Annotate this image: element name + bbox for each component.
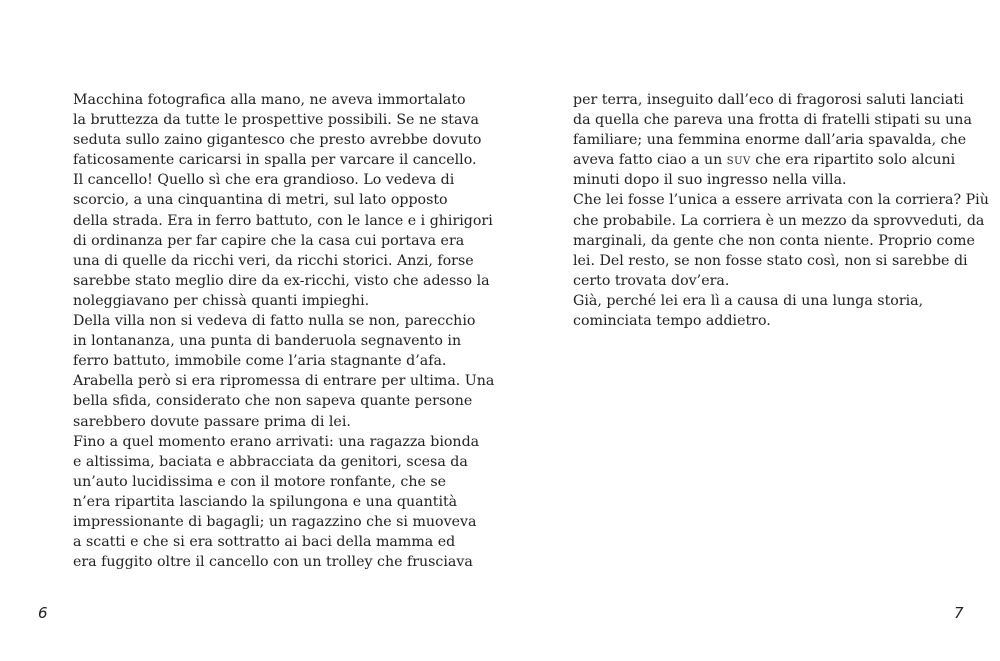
right-page-text xyxy=(573,90,989,331)
text-line: sarebbe stato meglio dire da ex-ricchi, visto che adesso la xyxy=(73,272,490,289)
text-line: marginali, da gente che non conta niente. Proprio come xyxy=(573,232,975,249)
text-line: una di quelle da ricchi veri, da ricchi storici. Anzi, forse xyxy=(73,252,474,269)
text-line: certo trovata dov’era. xyxy=(573,272,730,289)
text-segment: che era ripartito solo alcuni xyxy=(750,152,956,169)
text-line: per terra, inseguito dall’eco di fragorosi saluti lanciati xyxy=(573,92,964,108)
text-line: da quella che pareva una frotta di fratelli stipati su una xyxy=(573,112,972,129)
text-line: faticosamente caricarsi in spalla per varcare il cancello. xyxy=(73,152,477,169)
text-line: bella sfida, considerato che non sapeva quante persone xyxy=(73,393,473,410)
page-number-left: 6 xyxy=(38,604,48,622)
text-line: di ordinanza per far capire che la casa cui portava era xyxy=(73,232,465,249)
text-line: lei. Del resto, se non fosse stato così, non si sarebbe di xyxy=(573,252,968,269)
text-line: che probabile. La corriera è un mezzo da sprovveduti, da xyxy=(573,212,985,229)
text-line: seduta sullo zaino gigantesco che presto avrebbe dovuto xyxy=(73,132,482,149)
text-line: cominciata tempo addietro. xyxy=(573,313,771,330)
text-line: Macchina fotografica alla mano, ne aveva immortalato xyxy=(73,92,466,108)
text-line: sarebbero dovute passare prima di lei. xyxy=(73,413,351,430)
text-line xyxy=(573,150,956,170)
text-line: minuti dopo il suo ingresso nella villa. xyxy=(573,172,847,189)
text-line: impressionante di bagagli; un ragazzino che si muoveva xyxy=(73,513,477,530)
text-line: e altissima, baciata e abbracciata da genitori, scesa da xyxy=(73,453,468,470)
text-line: familiare; una femmina enorme dall’aria spavalda, che xyxy=(573,132,967,149)
text-line: della strada. Era in ferro battuto, con le lance e i ghirigori xyxy=(73,212,493,229)
left-page-text xyxy=(73,90,495,572)
text-line: Fino a quel momento erano arrivati: una ragazza bionda xyxy=(73,433,480,450)
text-line: n’era ripartita lasciando la spilungona e una quantità xyxy=(73,493,458,510)
suv-word: suv xyxy=(726,152,751,169)
text-line: la bruttezza da tutte le prospettive possibili. Se ne stava xyxy=(73,112,479,129)
text-line: Il cancello! Quello sì che era grandioso. Lo vedeva di xyxy=(73,172,455,189)
text-line: a scatti e che si era sottratto ai baci della mamma ed xyxy=(73,534,456,551)
text-line: scorcio, a una cinquantina di metri, sul lato opposto xyxy=(73,192,448,209)
text-line: ferro battuto, immobile come l’aria stagnante d’afa. xyxy=(73,353,447,370)
text-line: noleggiavano per chissà quanti impieghi. xyxy=(73,292,370,309)
text-line: un’auto lucidissima e con il motore ronfante, che se xyxy=(73,473,447,490)
text-line: Arabella però si era ripromessa di entrare per ultima. Una xyxy=(73,373,495,390)
text-line: Già, perché lei era lì a causa di una lunga storia, xyxy=(573,292,924,309)
text-line: era fuggito oltre il cancello con un trolley che frusciava xyxy=(73,554,473,571)
text-line: in lontananza, una punta di banderuola segnavento in xyxy=(73,333,462,350)
page-number-right: 7 xyxy=(954,604,964,622)
text-segment: aveva fatto ciao a un xyxy=(573,152,727,169)
text-line: Della villa non si vedeva di fatto nulla se non, parecchio xyxy=(73,313,476,330)
right-page xyxy=(500,0,1000,661)
text-line: Che lei fosse l’unica a essere arrivata con la corriera? Più xyxy=(573,192,989,209)
